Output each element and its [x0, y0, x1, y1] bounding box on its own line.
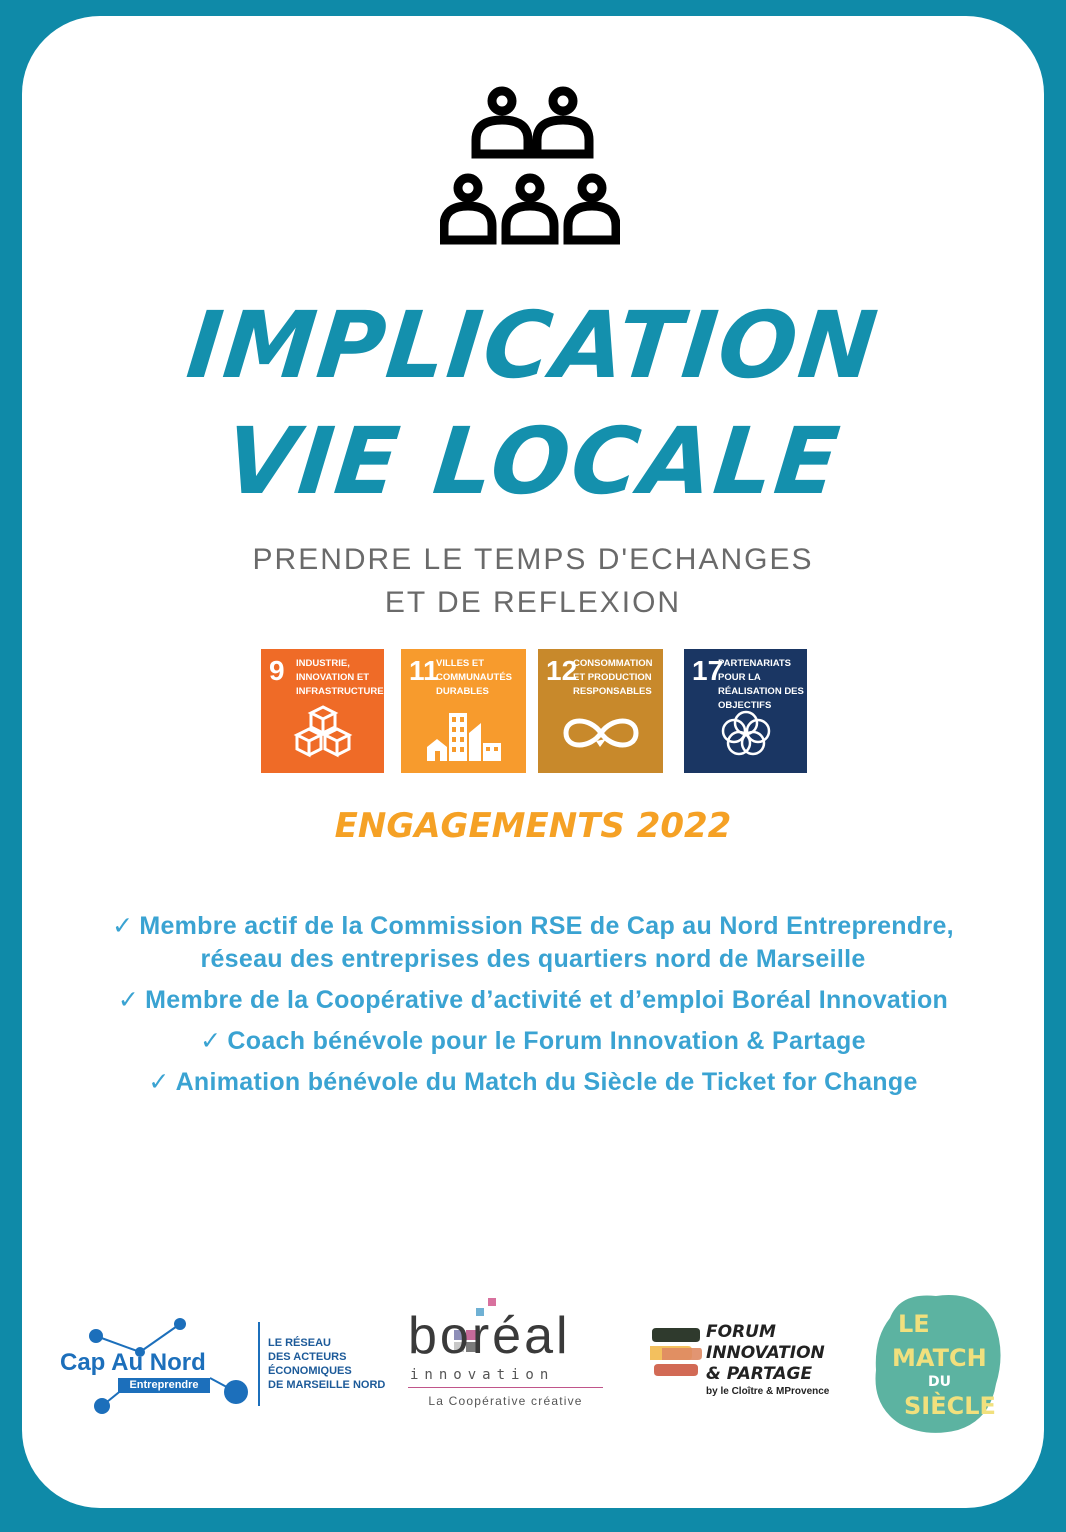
cap-desc-line: DE MARSEILLE NORD	[268, 1379, 386, 1391]
check-icon: ✓	[112, 912, 134, 940]
forum-title-line: & PARTAGE	[706, 1364, 813, 1384]
main-title-line-1: IMPLICATION	[182, 292, 884, 399]
sdg-number: 12	[546, 655, 578, 686]
main-title-line-2: VIE LOCALE	[220, 408, 846, 515]
list-item-text: Membre actif de la Commission RSE de Cap au Nord Entreprendre, réseau des entreprises des quartiers nord de Marseille	[139, 912, 954, 973]
sdg-label: INDUSTRIE, INNOVATION ET INFRASTRUCTURE	[296, 658, 384, 697]
list-item-text: Coach bénévole pour le Forum Innovation & Partage	[227, 1027, 866, 1055]
list-item-text: Membre de la Coopérative d’activité et d’emploi Boréal Innovation	[145, 986, 949, 1014]
boreal-tagline: La Coopérative créative	[428, 1394, 583, 1408]
list-item	[100, 1025, 966, 1058]
sdg-number: 9	[269, 655, 285, 686]
match-logo-word-du: DU	[928, 1374, 951, 1390]
match-du-siecle-logo	[870, 1288, 1005, 1438]
sdg-11-tile	[401, 649, 526, 773]
list-item	[100, 1066, 966, 1099]
logo-divider	[258, 1322, 260, 1406]
engagements-list	[100, 910, 966, 1107]
forum-title-line: INNOVATION	[706, 1343, 825, 1363]
cap-desc-line: LE RÉSEAU	[268, 1337, 331, 1349]
cap-au-nord-logo-sub: Entreprendre	[118, 1378, 210, 1393]
cap-desc-line: ÉCONOMIQUES	[268, 1365, 352, 1377]
check-icon: ✓	[148, 1068, 170, 1096]
infinity-loop-icon	[560, 703, 642, 763]
cap-au-nord-description	[268, 1336, 385, 1392]
list-item	[100, 984, 966, 1017]
people-group-icon	[440, 84, 620, 246]
check-icon: ✓	[200, 1027, 222, 1055]
boreal-logo-sub: innovation	[410, 1367, 555, 1383]
sdg-12-tile	[538, 649, 663, 773]
engagements-heading: ENGAGEMENTS 2022	[334, 806, 732, 846]
sdg-label: VILLES ET COMMUNAUTÉS DURABLES	[436, 658, 512, 697]
city-buildings-icon	[423, 703, 503, 763]
boreal-logo-text: boréal	[408, 1307, 571, 1365]
forum-speech-bubbles-icon	[648, 1324, 704, 1380]
cubes-icon	[283, 703, 363, 763]
forum-logo-by: by le Cloître & MProvence	[706, 1386, 830, 1397]
cap-desc-line: DES ACTEURS	[268, 1351, 347, 1363]
sdg-number: 17	[692, 655, 724, 686]
list-item-text: Animation bénévole du Match du Siècle de Ticket for Change	[175, 1068, 918, 1096]
match-logo-word-match: MATCH	[892, 1344, 987, 1372]
check-icon: ✓	[117, 986, 140, 1014]
match-logo-word-siecle: SIÈCLE	[904, 1392, 996, 1420]
subtitle-line-1: PRENDRE LE TEMPS D'ECHANGES	[252, 543, 814, 576]
sdg-label: CONSOMMATION ET PRODUCTION RESPONSABLES	[573, 658, 653, 697]
forum-title-line: FORUM	[706, 1322, 776, 1342]
subtitle-line-2: ET DE REFLEXION	[384, 586, 682, 619]
match-logo-word-le: LE	[898, 1310, 930, 1338]
forum-logo-text	[706, 1322, 825, 1385]
sdg-9-tile	[261, 649, 384, 773]
sdg-number: 11	[409, 655, 439, 686]
cap-au-nord-logo-text: Cap Au Nord	[60, 1349, 206, 1376]
boreal-divider	[408, 1387, 603, 1388]
list-item	[100, 910, 966, 976]
sdg-label: PARTENARIATS POUR LA RÉALISATION DES OBJECTIFS	[718, 658, 804, 711]
partnership-rings-icon	[706, 703, 786, 763]
sdg-17-tile	[684, 649, 807, 773]
